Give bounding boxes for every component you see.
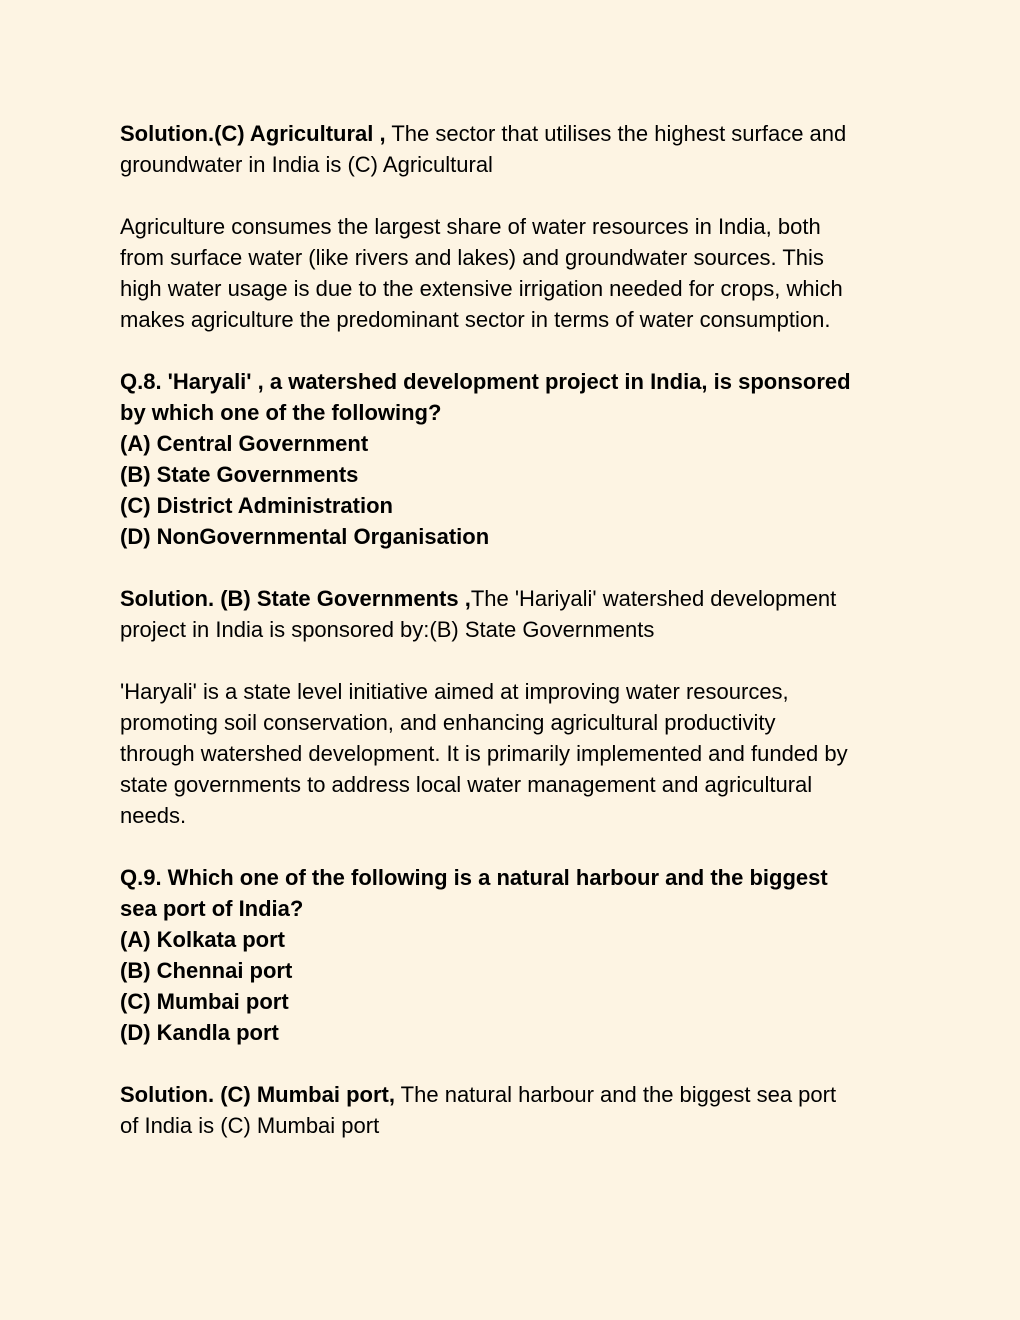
solution-q9 (120, 1079, 910, 1141)
question-q9-option-c: (C) Mumbai port (120, 989, 289, 1014)
solution-q8-text-1: The 'Hariyali' watershed development (470, 586, 837, 611)
explanation-q7 (120, 211, 910, 335)
explanation-q8-line-4: state governments to address local water management and agricultural (120, 772, 813, 797)
question-q8-option-d: (D) NonGovernmental Organisation (120, 524, 490, 549)
solution-q9-text-1: The natural harbour and the biggest sea port (394, 1082, 837, 1107)
explanation-q8-line-1: 'Haryali' is a state level initiative aimed at improving water resources, (120, 679, 789, 704)
solution-q9-lead: Solution. (C) Mumbai port, (120, 1082, 395, 1107)
solution-q7 (120, 118, 910, 180)
solution-q8-line-2: project in India is sponsored by:(B) State Governments (120, 617, 655, 642)
solution-q7-line-2: groundwater in India is (C) Agricultural (120, 152, 493, 177)
question-q8-line-2: by which one of the following? (120, 400, 442, 425)
explanation-q7-line-4: makes agriculture the predominant sector in terms of water consumption. (120, 307, 831, 332)
question-q9-option-d: (D) Kandla port (120, 1020, 279, 1045)
solution-q7-lead: Solution.(C) Agricultural , (120, 121, 386, 146)
explanation-q8-line-5: needs. (120, 803, 187, 828)
question-q8-option-b: (B) State Governments (120, 462, 359, 487)
explanation-q7-line-1: Agriculture consumes the largest share of water resources in India, both (120, 214, 821, 239)
solution-q7-line-1 (120, 118, 910, 149)
question-q8-option-c: (C) District Administration (120, 493, 393, 518)
solution-q8-line-1 (120, 583, 910, 614)
solution-q8-lead: Solution. (B) State Governments , (120, 586, 471, 611)
question-q9 (120, 862, 910, 1048)
question-q9-option-a: (A) Kolkata port (120, 927, 285, 952)
solution-q7-text-1: The sector that utilises the highest surface and (385, 121, 847, 146)
explanation-q7-line-3: high water usage is due to the extensive irrigation needed for crops, which (120, 276, 843, 301)
solution-q8 (120, 583, 910, 645)
explanation-q7-line-2: from surface water (like rivers and lakes) and groundwater sources. This (120, 245, 824, 270)
question-q8-line-1: Q.8. 'Haryali' , a watershed development project in India, is sponsored (120, 369, 851, 394)
question-q8-option-a: (A) Central Government (120, 431, 369, 456)
explanation-q8-line-3: through watershed development. It is primarily implemented and funded by (120, 741, 848, 766)
explanation-q8-line-2: promoting soil conservation, and enhancing agricultural productivity (120, 710, 776, 735)
question-q9-line-2: sea port of India? (120, 896, 304, 921)
question-q9-line-1: Q.9. Which one of the following is a natural harbour and the biggest (120, 865, 828, 890)
solution-q9-line-1 (120, 1079, 910, 1110)
solution-q9-line-2: of India is (C) Mumbai port (120, 1113, 380, 1138)
explanation-q8 (120, 676, 910, 831)
question-q9-option-b: (B) Chennai port (120, 958, 293, 983)
question-q8 (120, 366, 910, 552)
